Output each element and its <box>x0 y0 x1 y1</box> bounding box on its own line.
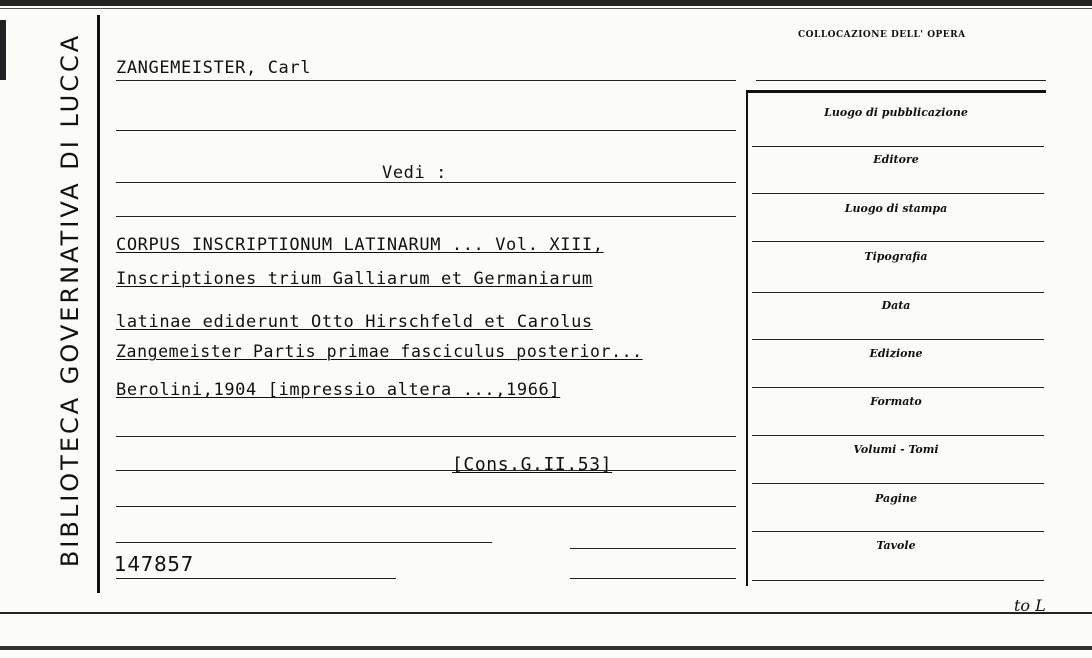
left-edge-mark <box>0 20 6 80</box>
field-label-volumes: Volumi - Tomi <box>853 443 939 456</box>
field-label-place-of-publication: Luogo di pubblicazione <box>824 106 968 119</box>
field-label-edition: Edizione <box>869 347 923 360</box>
location-rule <box>756 80 1046 81</box>
field-label-printer: Tipografia <box>864 250 928 263</box>
library-name: BIBLIOTECA GOVERNATIVA DI LUCCA <box>56 32 84 568</box>
ruled-line <box>116 216 736 217</box>
title-line: latinae ediderunt Otto Hirschfeld et Carolus <box>116 312 593 332</box>
ruled-line <box>116 542 492 543</box>
field-label-date: Data <box>881 299 911 312</box>
field-rule <box>752 387 1044 388</box>
author-heading: ZANGEMEISTER, Carl <box>116 58 312 78</box>
field-rule <box>752 193 1044 194</box>
shelfmark: [Cons.G.II.53] <box>452 454 613 475</box>
ruled-line <box>116 470 736 471</box>
ruled-line <box>116 506 736 507</box>
title-line: Berolini,1904 [impressio altera ...,1966] <box>116 380 561 400</box>
fields-box-top <box>746 90 1046 93</box>
ruled-line <box>116 578 396 579</box>
location-header: COLLOCAZIONE DELL' OPERA <box>798 30 966 40</box>
ruled-line <box>116 130 736 131</box>
field-rule <box>752 483 1044 484</box>
ruled-line <box>116 80 736 81</box>
card-top-edge-line <box>0 8 1092 9</box>
field-label-publisher: Editore <box>873 153 919 166</box>
field-rule <box>752 531 1044 532</box>
title-line: Zangemeister Partis primae fasciculus posterior... <box>116 342 643 361</box>
field-rule <box>752 580 1044 581</box>
ruled-line <box>116 436 736 437</box>
see-reference-label: Vedi : <box>382 163 448 183</box>
card-bottom-edge <box>0 612 1092 614</box>
field-rule <box>752 292 1044 293</box>
card-bottom-border <box>0 646 1092 650</box>
card-top-edge <box>0 0 1092 6</box>
left-margin-rule <box>97 15 100 593</box>
field-rule <box>752 241 1044 242</box>
field-rule <box>752 339 1044 340</box>
field-label-plates: Tavole <box>876 539 916 552</box>
field-label-place-of-printing: Luogo di stampa <box>844 202 948 215</box>
inventory-number: 147857 <box>114 552 194 576</box>
ruled-line <box>570 578 736 579</box>
ruled-line <box>570 548 736 549</box>
field-label-pages: Pagine <box>875 492 917 505</box>
title-line: CORPUS INSCRIPTIONUM LATINARUM ... Vol. XIII, <box>116 235 604 255</box>
field-rule <box>752 435 1044 436</box>
field-rule <box>752 146 1044 147</box>
title-line: Inscriptiones trium Galliarum et Germaniarum <box>116 269 593 289</box>
corner-mark: to L <box>1014 596 1046 615</box>
field-label-format: Formato <box>870 395 922 408</box>
